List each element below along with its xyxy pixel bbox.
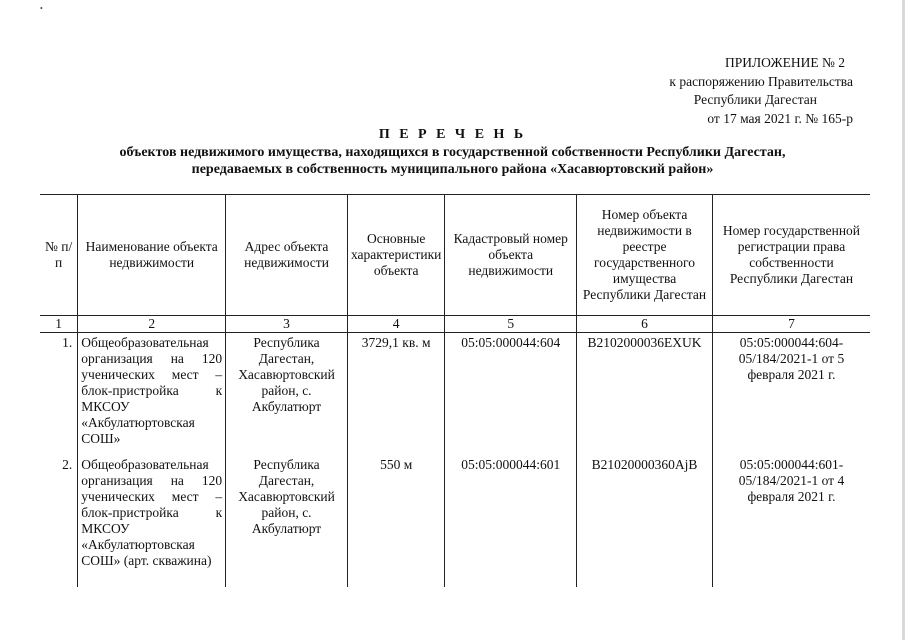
table-header-row bbox=[40, 195, 870, 316]
table-row bbox=[40, 333, 870, 456]
title-line-1: объектов недвижимого имущества, находящихся в государственной собственности Республики Дагестан, bbox=[119, 144, 786, 160]
column-number: 3 bbox=[226, 316, 348, 333]
header-registration: Номер государственной регистрации права собственности Республики Дагестан bbox=[712, 195, 870, 316]
header-name: Наименование объекта недвижимости bbox=[78, 195, 226, 316]
registry-number: В21020000360AjB bbox=[577, 455, 713, 587]
object-name: Общеобразовательная организация на 120 ученических мест – блок-пристройка к МКСОУ «Акбулатюртовская СОШ» (арт. скважина) bbox=[78, 455, 226, 587]
header-characteristics: Основные характеристики объекта bbox=[347, 195, 444, 316]
cadastral-number: 05:05:000044:601 bbox=[445, 455, 577, 587]
registration-number: 05:05:000044:604-05/184/2021-1 от 5 февраля 2021 г. bbox=[712, 333, 870, 456]
column-number: 7 bbox=[712, 316, 870, 333]
row-number: 1. bbox=[40, 333, 78, 456]
cadastral-number: 05:05:000044:604 bbox=[445, 333, 577, 456]
column-number: 4 bbox=[347, 316, 444, 333]
table-row bbox=[40, 455, 870, 587]
appendix-date-line: от 17 мая 2021 г. № 165-р bbox=[707, 110, 853, 126]
appendix-order-line: к распоряжению Правительства bbox=[669, 73, 853, 89]
appendix-number: ПРИЛОЖЕНИЕ № 2 bbox=[724, 55, 845, 70]
column-number: 1 bbox=[40, 316, 78, 333]
document-title bbox=[0, 126, 905, 179]
column-number-row bbox=[40, 316, 870, 333]
object-name: Общеобразовательная организация на 120 ученических мест – блок-пристройка к МКСОУ «Акбулатюртовская СОШ» bbox=[78, 333, 226, 456]
header-address: Адрес объекта недвижимости bbox=[226, 195, 348, 316]
property-table bbox=[40, 194, 870, 587]
object-address: Республика Дагестан, Хасавюртовский район, с. Акбулатюрт bbox=[226, 333, 348, 456]
object-characteristics: 3729,1 кв. м bbox=[347, 333, 444, 456]
header-registry: Номер объекта недвижимости в реестре государственного имущества Республики Дагестан bbox=[577, 195, 713, 316]
title-heading: П Е Р Е Ч Е Н Ь bbox=[378, 127, 527, 142]
column-number: 2 bbox=[78, 316, 226, 333]
column-number: 6 bbox=[577, 316, 713, 333]
appendix-republic-line: Республики Дагестан bbox=[693, 92, 817, 107]
header-number: № п/п bbox=[40, 195, 78, 316]
object-address: Республика Дагестан, Хасавюртовский район, с. Акбулатюрт bbox=[226, 455, 348, 587]
column-number: 5 bbox=[445, 316, 577, 333]
registry-number: В2102000036EXUK bbox=[577, 333, 713, 456]
appendix-block bbox=[593, 54, 853, 128]
scan-speck: • bbox=[40, 4, 43, 13]
object-characteristics: 550 м bbox=[347, 455, 444, 587]
row-number: 2. bbox=[40, 455, 78, 587]
registration-number: 05:05:000044:601-05/184/2021-1 от 4 февраля 2021 г. bbox=[712, 455, 870, 587]
header-cadastral: Кадастровый номер объекта недвижимости bbox=[445, 195, 577, 316]
title-line-2: передаваемых в собственность муниципального района «Хасавюртовский район» bbox=[191, 162, 714, 177]
